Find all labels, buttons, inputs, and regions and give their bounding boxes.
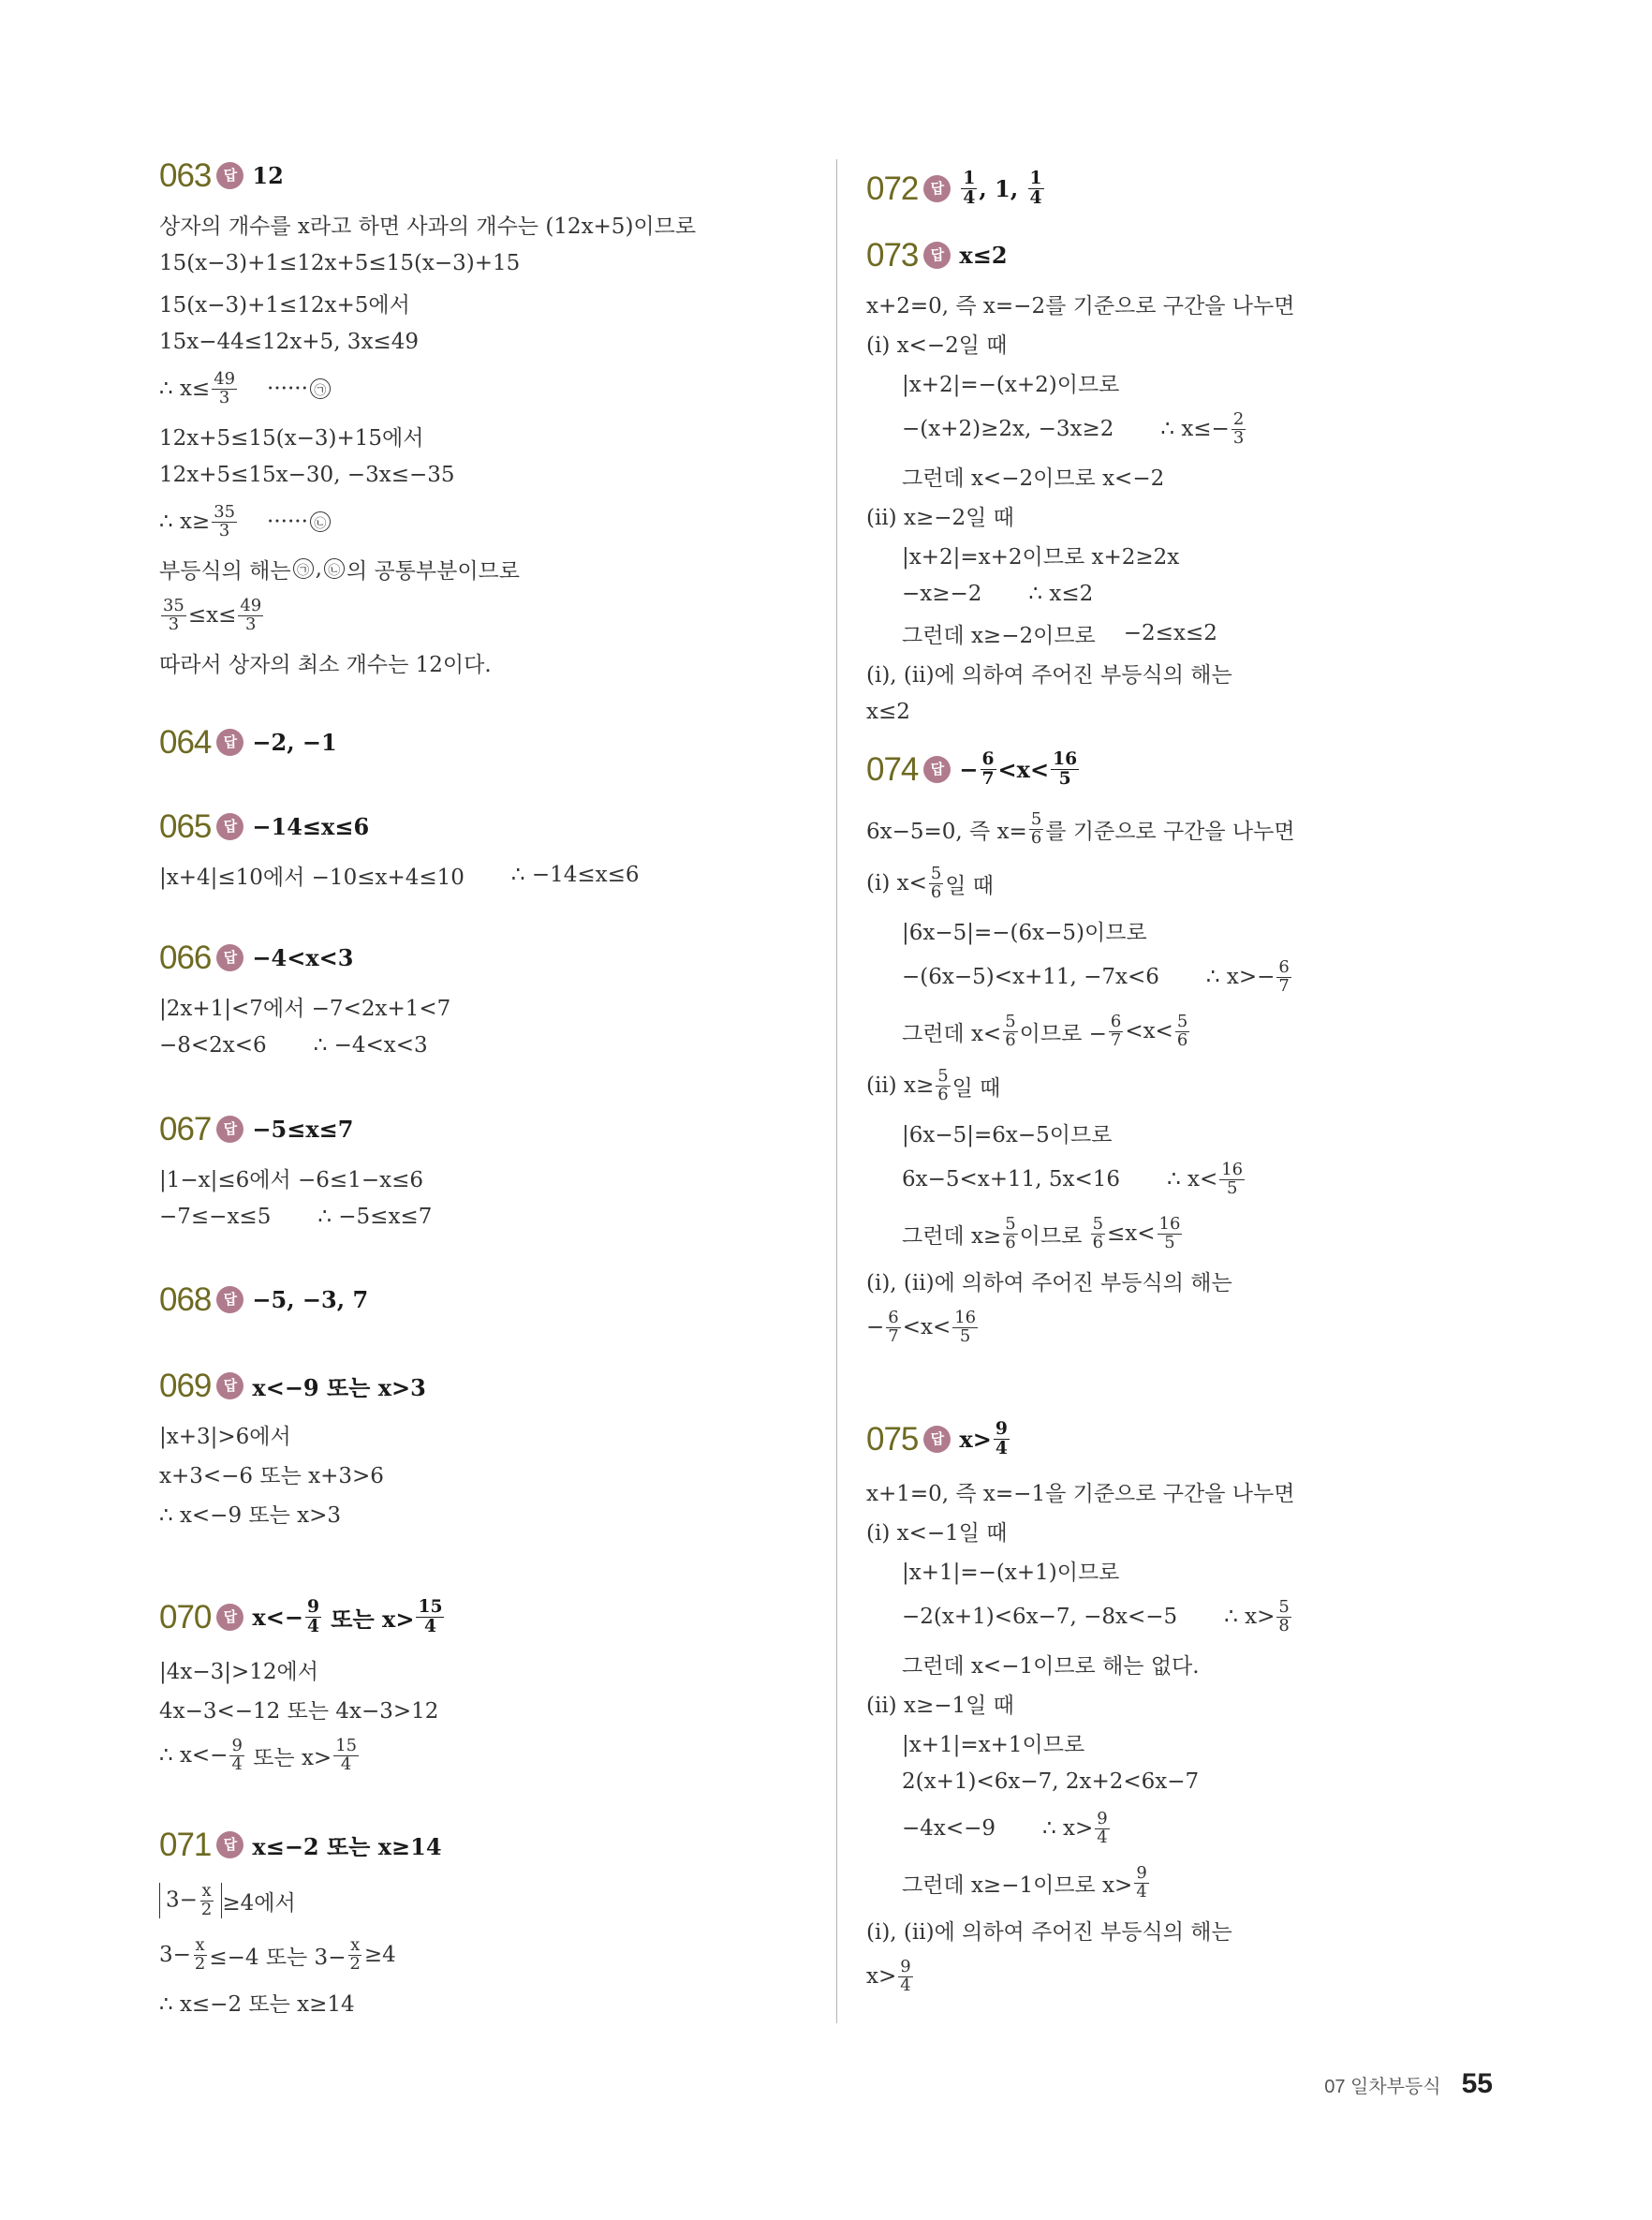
fraction xyxy=(212,501,237,540)
solution-line: |x+3|>6에서 xyxy=(159,1424,291,1449)
problem-header xyxy=(866,1410,1522,1468)
problem-header xyxy=(159,932,815,983)
answer-badge-icon: 답 xyxy=(923,175,951,202)
text: <x< xyxy=(902,1315,951,1339)
solution-line: 상자의 개수를 x라고 하면 사과의 개수는 (12x+5)이므로 xyxy=(159,214,697,239)
text: 의 공통부분이므로 xyxy=(346,558,520,584)
answer-badge-icon: 답 xyxy=(923,242,951,269)
answer: −14≤x≤6 xyxy=(252,812,370,840)
fraction xyxy=(333,1735,359,1774)
answer-badge-icon: 답 xyxy=(216,1286,243,1313)
numerator: 5 xyxy=(1005,1011,1016,1031)
solution-line xyxy=(866,802,1522,856)
denominator: 2 xyxy=(200,1899,213,1919)
text: 이므로 − xyxy=(1019,1021,1107,1046)
solution-line: x+1=0, 즉 x=−1을 기준으로 구간을 나누면 xyxy=(866,1481,1295,1506)
solution-line xyxy=(866,1590,1522,1644)
text: x<− xyxy=(252,1603,303,1631)
numerator: 35 xyxy=(163,595,184,615)
solution-line xyxy=(866,1949,1522,2004)
problem-063 xyxy=(159,150,815,682)
denominator: 5 xyxy=(1164,1232,1175,1252)
denominator: 6 xyxy=(1005,1029,1016,1050)
solution-line: 그런데 x<−2이므로 x<−2 xyxy=(902,466,1165,491)
problem-number: 064 xyxy=(159,723,212,761)
numerator: x xyxy=(195,1934,205,1955)
answer-badge-icon: 답 xyxy=(216,944,243,971)
answer: 12 xyxy=(252,161,284,189)
problem-071 xyxy=(159,1819,815,2021)
solution-line xyxy=(866,1004,1522,1058)
answer-badge-icon: 답 xyxy=(216,1372,243,1399)
solution-line: ∴ x≤−2 또는 x≥14 xyxy=(159,1991,355,2017)
problem-072 xyxy=(866,159,1522,221)
solution-line xyxy=(159,495,815,549)
text: 6x−5<x+11, 5x<16 xyxy=(902,1167,1121,1191)
fraction xyxy=(1158,1213,1183,1252)
fraction xyxy=(212,368,237,407)
solution-line xyxy=(866,1206,1522,1261)
solution-line: 그런데 x<−1이므로 해는 없다. xyxy=(902,1653,1200,1679)
denominator: 4 xyxy=(995,1437,1008,1458)
problem-number: 075 xyxy=(866,1420,919,1458)
fraction xyxy=(416,1595,444,1636)
solution-line: (ⅱ) x≥−2일 때 xyxy=(866,505,1014,530)
denominator: 7 xyxy=(981,767,995,789)
problem-header xyxy=(159,1103,815,1154)
denominator: 6 xyxy=(1176,1029,1188,1050)
numerator: 15 xyxy=(335,1735,358,1755)
answer xyxy=(959,167,1045,208)
numerator: 1 xyxy=(963,167,976,188)
denominator: 7 xyxy=(1278,975,1290,996)
solution-line xyxy=(159,1026,815,1065)
solution-line: ∴ x<−9 또는 x>3 xyxy=(159,1502,342,1528)
solution-line xyxy=(866,1856,1522,1910)
answer: −2, −1 xyxy=(252,728,337,756)
fraction xyxy=(1095,1808,1109,1847)
denominator: 3 xyxy=(1232,427,1245,448)
numerator: 6 xyxy=(981,747,995,769)
solution-line: x+3<−6 또는 x+3>6 xyxy=(159,1463,384,1488)
solution-line xyxy=(159,855,815,895)
numerator: 9 xyxy=(1097,1808,1108,1828)
answer: x<−9 또는 x>3 xyxy=(252,1373,426,1401)
denominator: 3 xyxy=(218,520,230,540)
answer-badge-icon: 답 xyxy=(216,162,243,189)
numerator: 5 xyxy=(937,1065,949,1086)
text: ∴ −5≤x≤7 xyxy=(317,1205,433,1229)
text: −7≤−x≤5 xyxy=(159,1205,272,1229)
fraction xyxy=(1051,747,1079,789)
problem-070 xyxy=(159,1588,815,1783)
text: ∴ x≤ xyxy=(159,377,211,401)
numerator: 16 xyxy=(1158,1213,1181,1234)
solution-line: |4x−3|>12에서 xyxy=(159,1659,318,1684)
problem-header xyxy=(159,1819,815,1870)
text: ∴ x≥ xyxy=(159,510,211,534)
denominator: 3 xyxy=(245,614,257,634)
solution-line: |x+2|=x+2이므로 x+2≥2x xyxy=(902,544,1180,570)
circled-label-2: ㉡ xyxy=(324,558,345,579)
numerator: 9 xyxy=(995,1417,1008,1439)
problem-074 xyxy=(866,740,1522,1354)
fraction xyxy=(1232,408,1246,448)
solution-line: (ⅱ) x≥−1일 때 xyxy=(866,1693,1014,1718)
solution-line: (ⅰ), (ⅱ)에 의하여 주어진 부등식의 해는 xyxy=(866,1919,1232,1945)
numerator: 5 xyxy=(1278,1596,1290,1617)
fraction xyxy=(1028,167,1044,208)
numerator: 16 xyxy=(1053,747,1078,769)
answer xyxy=(252,1595,446,1636)
solution-line xyxy=(159,1928,815,1982)
numerator: 5 xyxy=(1005,1213,1016,1234)
fraction xyxy=(886,1307,900,1346)
problem-number: 067 xyxy=(159,1110,212,1147)
text: 3− xyxy=(159,1943,191,1967)
fraction xyxy=(229,1735,243,1774)
numerator: 2 xyxy=(1232,408,1245,429)
denominator: 4 xyxy=(900,1975,911,1995)
fraction xyxy=(981,747,996,789)
denominator: 2 xyxy=(194,1953,206,1974)
problem-header xyxy=(866,740,1522,798)
solution-line: |6x−5|=−(6x−5)이므로 xyxy=(902,920,1147,945)
problem-number: 070 xyxy=(159,1598,212,1635)
numerator: 6 xyxy=(888,1307,899,1327)
text: ∴ x≤− xyxy=(1160,417,1230,441)
text: ∴ x≤2 xyxy=(1028,582,1094,606)
problem-number: 069 xyxy=(159,1367,212,1404)
solution-line xyxy=(866,950,1522,1004)
numerator: x xyxy=(350,1934,361,1955)
text: ∴ x< xyxy=(1167,1167,1218,1191)
fraction xyxy=(1091,1213,1105,1252)
text: ∴ −4<x<3 xyxy=(313,1033,428,1058)
denominator: 8 xyxy=(1278,1615,1290,1635)
numerator: 16 xyxy=(954,1307,977,1327)
problem-068 xyxy=(159,1274,815,1328)
text: ∴ x<− xyxy=(159,1743,229,1768)
solution-line: (ⅰ) x<−1일 때 xyxy=(866,1520,1008,1546)
text: 를 기준으로 구간을 나누면 xyxy=(1045,819,1295,844)
fraction xyxy=(994,1417,1010,1458)
solution-line xyxy=(159,549,815,588)
denominator: 6 xyxy=(1030,827,1042,848)
problem-066 xyxy=(159,932,815,1065)
problem-069 xyxy=(159,1360,815,1532)
problem-header xyxy=(159,150,815,200)
fraction xyxy=(936,1065,950,1104)
text: −(x+2)≥2x, −3x≥2 xyxy=(902,417,1114,441)
solution-line: 4x−3<−12 또는 4x−3>12 xyxy=(159,1698,439,1724)
text: − xyxy=(866,1315,885,1339)
dots: ······ xyxy=(267,510,308,534)
answer xyxy=(959,1417,1010,1458)
numerator: 9 xyxy=(231,1735,243,1755)
text: ≤x< xyxy=(1107,1221,1156,1246)
solution-line: (ⅰ), (ⅱ)에 의하여 주어진 부등식의 해는 xyxy=(866,1270,1232,1295)
solution-line xyxy=(866,574,1522,614)
numerator: 6 xyxy=(1110,1011,1122,1031)
text: ≥4 xyxy=(363,1943,396,1967)
solution-line: |2x+1|<7에서 −7<2x+1<7 xyxy=(159,996,451,1021)
answer xyxy=(959,747,1081,789)
fraction xyxy=(929,863,943,902)
numerator: 5 xyxy=(1176,1011,1188,1031)
denominator: 6 xyxy=(1092,1232,1104,1252)
problem-header xyxy=(159,801,815,851)
denominator: 4 xyxy=(963,186,976,208)
problem-number: 068 xyxy=(159,1280,212,1318)
answer-badge-icon: 답 xyxy=(216,1831,243,1858)
circled-label-2: ㉡ xyxy=(310,511,331,532)
denominator: 4 xyxy=(340,1754,352,1774)
text: (ⅱ) x≥ xyxy=(866,1073,935,1098)
page-number: 55 xyxy=(1461,2068,1493,2099)
text: −8<2x<6 xyxy=(159,1033,267,1058)
text: , xyxy=(315,556,322,581)
text: ∴ x> xyxy=(1042,1816,1094,1841)
text: ≤−4 또는 3− xyxy=(209,1945,347,1970)
fraction xyxy=(1029,808,1043,848)
solution-line: |x+2|=−(x+2)이므로 xyxy=(902,372,1120,397)
text: ∴ x> xyxy=(1224,1605,1276,1629)
fraction xyxy=(347,1934,361,1974)
numerator: 49 xyxy=(214,368,236,389)
text: ≥4에서 xyxy=(222,1890,296,1916)
solution-line xyxy=(866,1801,1522,1856)
answer-badge-icon: 답 xyxy=(923,1426,951,1453)
circled-label-1: ㉠ xyxy=(293,558,314,579)
fraction xyxy=(1003,1213,1017,1252)
denominator: 4 xyxy=(1097,1827,1108,1847)
answer: −5≤x≤7 xyxy=(252,1115,354,1143)
fraction xyxy=(898,1956,912,1995)
denominator: 5 xyxy=(1226,1177,1238,1198)
text: −(6x−5)<x+11, −7x<6 xyxy=(902,965,1159,989)
problem-065 xyxy=(159,801,815,895)
text: x> xyxy=(866,1964,897,1989)
denominator: 4 xyxy=(1136,1881,1147,1902)
solution-line: |x+1|=−(x+1)이므로 xyxy=(902,1560,1120,1585)
solution-line xyxy=(866,1058,1522,1113)
numerator: 5 xyxy=(1030,808,1042,829)
answer-badge-icon: 답 xyxy=(216,1604,243,1631)
solution-line: 12x+5≤15(x−3)+15에서 xyxy=(159,425,424,451)
fraction xyxy=(1134,1862,1148,1902)
text: 6x−5=0, 즉 x= xyxy=(866,819,1027,844)
solution-line xyxy=(866,614,1522,653)
denominator: 6 xyxy=(937,1084,949,1104)
answer: x≤2 xyxy=(959,241,1008,269)
solution-line: |6x−5|=6x−5이므로 xyxy=(902,1122,1113,1147)
text: ≤x≤ xyxy=(187,603,237,628)
denominator: 5 xyxy=(1058,767,1071,789)
denominator: 2 xyxy=(349,1953,361,1974)
numerator: x xyxy=(201,1880,212,1901)
problem-number: 074 xyxy=(866,750,919,788)
problem-header xyxy=(159,1588,815,1646)
fraction xyxy=(1219,1159,1245,1198)
denominator: 6 xyxy=(1005,1232,1016,1252)
text: −4x<−9 xyxy=(902,1816,996,1841)
problem-number: 071 xyxy=(159,1826,212,1863)
fraction xyxy=(961,167,977,208)
text: <x< xyxy=(997,755,1050,783)
solution-line xyxy=(159,588,815,643)
solution-line: 2(x+1)<6x−7, 2x+2<6x−7 xyxy=(902,1769,1200,1794)
numerator: 5 xyxy=(930,863,942,883)
text: −2≤x≤2 xyxy=(1123,621,1217,645)
text: 부등식의 해는 xyxy=(159,558,291,584)
problem-header xyxy=(866,159,1522,217)
denominator: 5 xyxy=(959,1325,971,1346)
fraction xyxy=(1109,1011,1123,1050)
problem-073 xyxy=(866,229,1522,732)
answer-badge-icon: 답 xyxy=(216,729,243,756)
problem-067 xyxy=(159,1103,815,1236)
problem-number: 072 xyxy=(866,170,919,207)
answer-badge-icon: 답 xyxy=(216,813,243,840)
text: − xyxy=(959,755,979,783)
circled-label-1: ㉠ xyxy=(310,378,331,399)
fraction xyxy=(1175,1011,1189,1050)
numerator: 15 xyxy=(418,1595,443,1617)
problem-number: 066 xyxy=(159,939,212,976)
fraction xyxy=(193,1934,207,1974)
text: 일 때 xyxy=(945,873,995,898)
answer: −5, −3, 7 xyxy=(252,1285,369,1313)
answer-badge-icon: 답 xyxy=(216,1116,243,1143)
solution-line xyxy=(159,1873,815,1928)
denominator: 4 xyxy=(423,1615,436,1636)
problem-header xyxy=(159,1274,815,1325)
denominator: 7 xyxy=(888,1325,899,1346)
denominator: 3 xyxy=(168,614,180,634)
solution-line: (ⅰ) x<−2일 때 xyxy=(866,333,1008,358)
solution-line: |x+1|=x+1이므로 xyxy=(902,1732,1085,1757)
problem-header xyxy=(159,1360,815,1411)
column-divider xyxy=(836,159,837,2023)
fraction xyxy=(1276,1596,1291,1635)
solution-line: x≤2 xyxy=(866,700,910,724)
solution-line xyxy=(866,1152,1522,1206)
solution-line: 따라서 상자의 최소 개수는 12이다. xyxy=(159,652,492,677)
problem-header xyxy=(866,229,1522,280)
problem-number: 063 xyxy=(159,156,212,194)
denominator: 3 xyxy=(218,387,230,407)
text: 이므로 xyxy=(1019,1223,1089,1249)
fraction xyxy=(199,1880,214,1919)
solution-line: |1−x|≤6에서 −6≤1−x≤6 xyxy=(159,1167,423,1192)
denominator: 4 xyxy=(1029,186,1042,208)
numerator: 49 xyxy=(240,595,262,615)
denominator: 6 xyxy=(930,881,942,902)
numerator: 6 xyxy=(1278,956,1290,977)
fraction xyxy=(161,595,186,634)
solution-line: x+2=0, 즉 x=−2를 기준으로 구간을 나누면 xyxy=(866,293,1295,318)
problem-number: 065 xyxy=(159,807,212,845)
problem-064 xyxy=(159,717,815,771)
fraction xyxy=(1276,956,1291,996)
solution-line: 15(x−3)+1≤12x+5에서 xyxy=(159,292,410,318)
answer: −4<x<3 xyxy=(252,943,354,971)
text: 그런데 x≥−1이므로 x> xyxy=(902,1872,1133,1898)
denominator: 4 xyxy=(306,1615,319,1636)
problem-number: 073 xyxy=(866,236,919,274)
absolute-value xyxy=(159,1880,222,1919)
numerator: 9 xyxy=(306,1595,319,1617)
text: |x+4|≤10에서 −10≤x+4≤10 xyxy=(159,865,465,890)
denominator: 7 xyxy=(1110,1029,1122,1050)
numerator: 16 xyxy=(1221,1159,1244,1179)
text: 그런데 x≥−2이므로 xyxy=(902,623,1096,648)
text: 또는 x> xyxy=(322,1605,415,1633)
solution-line: 12x+5≤15x−30, −3x≤−35 xyxy=(159,463,455,487)
problem-header xyxy=(159,717,815,767)
denominator: 4 xyxy=(231,1754,243,1774)
solution-line xyxy=(866,1300,1522,1354)
text: 그런데 x< xyxy=(902,1021,1002,1046)
problem-075 xyxy=(866,1410,1522,2004)
solution-line: (ⅰ), (ⅱ)에 의하여 주어진 부등식의 해는 xyxy=(866,662,1232,688)
numerator: 1 xyxy=(1029,167,1042,188)
text: ∴ −14≤x≤6 xyxy=(510,863,640,887)
solution-line: 15x−44≤12x+5, 3x≤49 xyxy=(159,330,419,354)
page-footer xyxy=(1324,2068,1493,2100)
text: (ⅰ) x< xyxy=(866,871,927,895)
solution-line xyxy=(159,1728,815,1783)
solution-line xyxy=(866,856,1522,910)
fraction xyxy=(952,1307,978,1346)
fraction xyxy=(1003,1011,1017,1050)
solution-line xyxy=(866,402,1522,456)
text: 또는 x> xyxy=(245,1745,332,1770)
text: 3− xyxy=(166,1887,198,1912)
text: 그런데 x≥ xyxy=(902,1223,1002,1249)
dots: ······ xyxy=(267,377,308,401)
numerator: 9 xyxy=(1136,1862,1147,1883)
solution-line: 15(x−3)+1≤12x+5≤15(x−3)+15 xyxy=(159,251,521,275)
chapter-label: 07 일차부등식 xyxy=(1324,2077,1441,2097)
numerator: 35 xyxy=(214,501,236,522)
text: −x≥−2 xyxy=(902,582,982,606)
text: <x< xyxy=(1125,1019,1173,1043)
solution-line xyxy=(159,1197,815,1236)
solution-line xyxy=(159,362,815,416)
numerator: 5 xyxy=(1092,1213,1104,1234)
answer-badge-icon: 답 xyxy=(923,756,951,783)
fraction xyxy=(305,1595,321,1636)
fraction xyxy=(238,595,263,634)
text: 일 때 xyxy=(951,1075,1001,1101)
text: ∴ x>− xyxy=(1205,965,1276,989)
text: −2(x+1)<6x−7, −8x<−5 xyxy=(902,1605,1178,1629)
text: , 1, xyxy=(979,174,1026,202)
text: x> xyxy=(959,1425,992,1453)
answer: x≤−2 또는 x≥14 xyxy=(252,1832,442,1860)
numerator: 9 xyxy=(900,1956,911,1976)
